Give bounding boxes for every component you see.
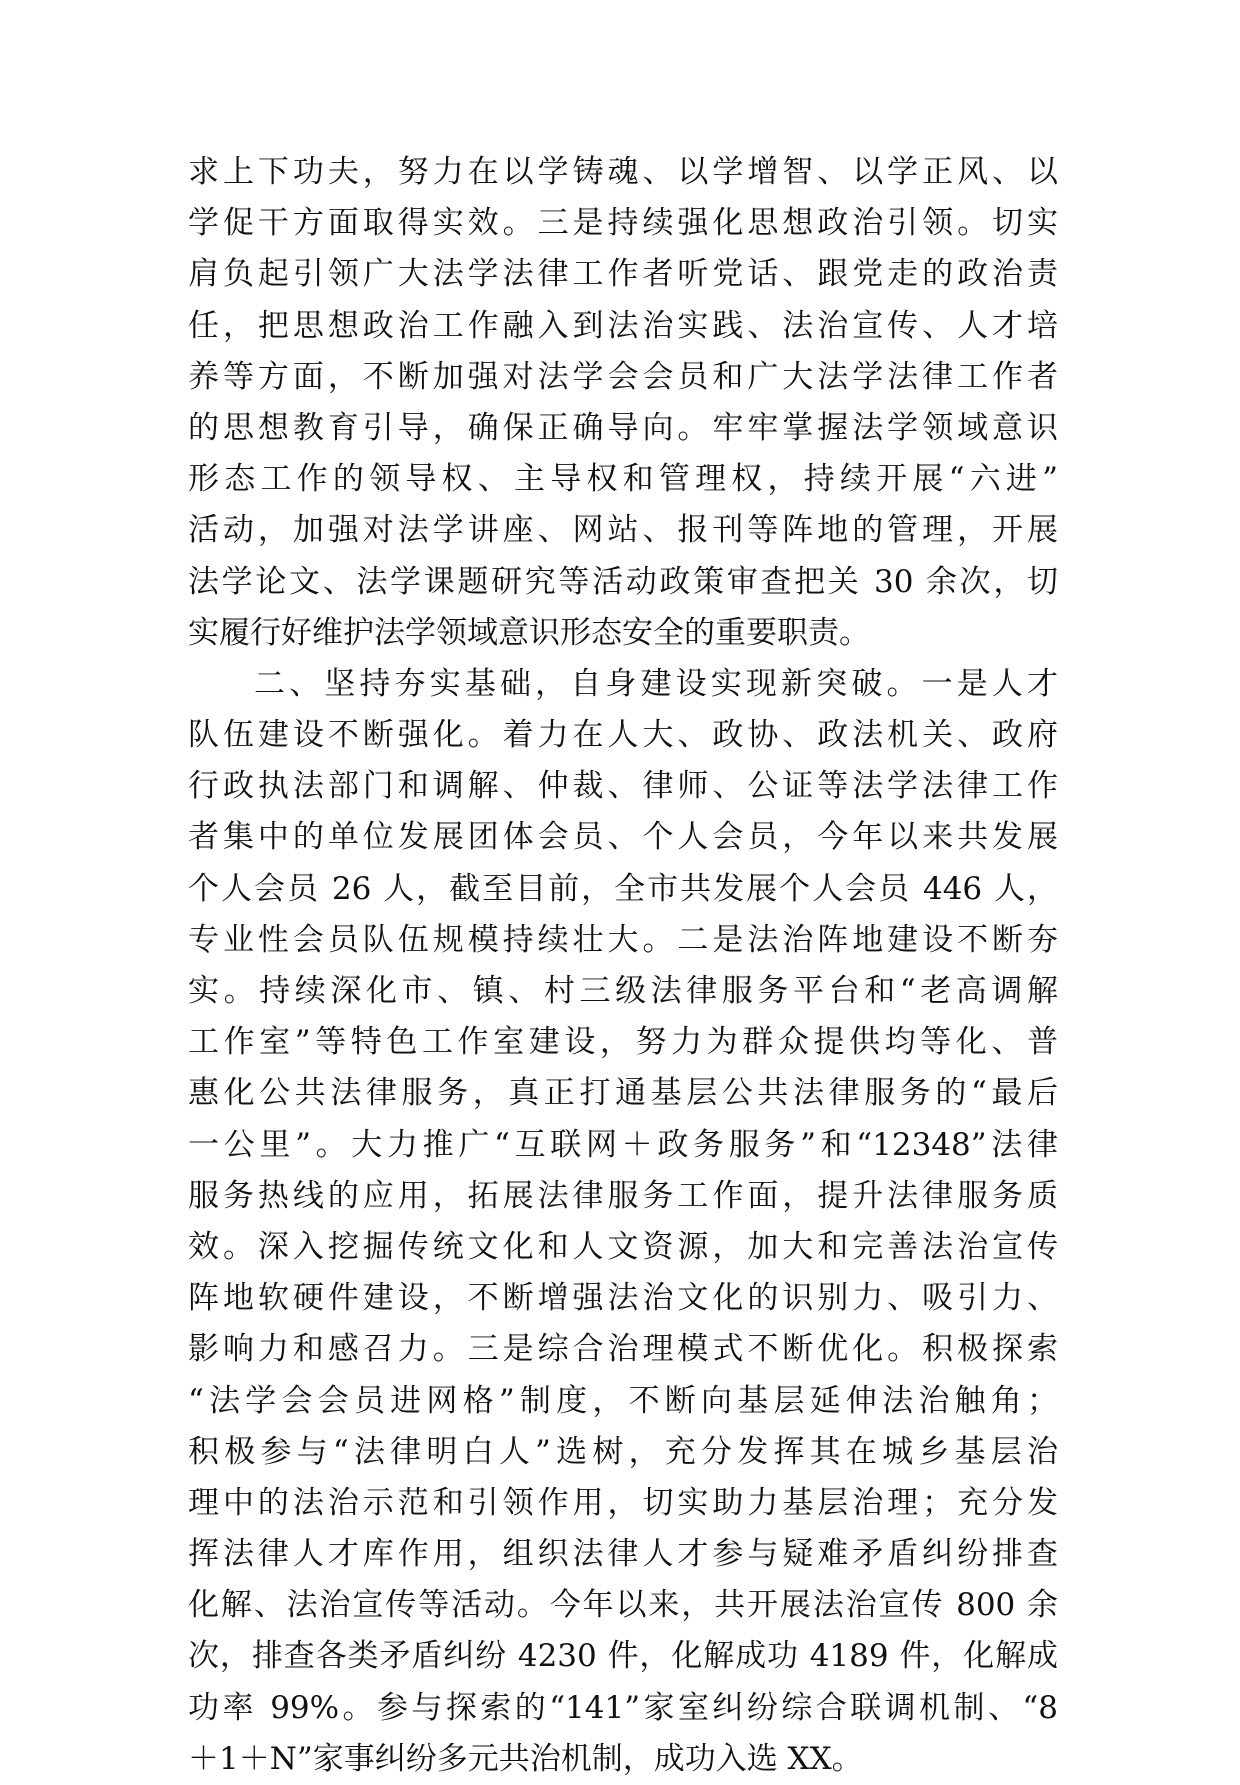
text-line: ＋1＋N”家事纠纷多元共治机制，成功入选 XX。 bbox=[188, 1740, 863, 1777]
text-line: 形态工作的领导权、主导权和管理权，持续开展“六进” bbox=[188, 461, 1058, 498]
text-line: 学促干方面取得实效。三是持续强化思想政治引领。切实 bbox=[188, 205, 1058, 242]
text-line: 服务热线的应用，拓展法律服务工作面，提升法律服务质 bbox=[188, 1177, 1058, 1214]
text-line: 队伍建设不断强化。着力在人大、政协、政法机关、政府 bbox=[188, 717, 1058, 754]
text-line: 理中的法治示范和引领作用，切实助力基层治理；充分发 bbox=[188, 1484, 1058, 1521]
text-line: 阵地软硬件建设，不断增强法治文化的识别力、吸引力、 bbox=[188, 1280, 1058, 1317]
text-line: 法学论文、法学课题研究等活动政策审查把关 30 余次，切 bbox=[188, 563, 1058, 600]
text-line: 任，把思想政治工作融入到法治实践、法治宣传、人才培 bbox=[188, 307, 1058, 344]
text-line: “法学会会员进网格”制度，不断向基层延伸法治触角； bbox=[188, 1382, 1058, 1419]
body-text bbox=[188, 147, 1058, 1785]
text-line: 影响力和感召力。三是综合治理模式不断优化。积极探索 bbox=[188, 1331, 1058, 1368]
text-line: 次，排查各类矛盾纠纷 4230 件，化解成功 4189 件，化解成 bbox=[188, 1638, 1058, 1675]
text-line: 积极参与“法律明白人”选树，充分发挥其在城乡基层治 bbox=[188, 1433, 1058, 1470]
text-line: 个人会员 26 人，截至目前，全市共发展个人会员 446 人， bbox=[188, 870, 1058, 907]
text-line: 二、坚持夯实基础，自身建设实现新突破。一是人才 bbox=[254, 665, 1058, 702]
text-line: 化解、法治宣传等活动。今年以来，共开展法治宣传 800 余 bbox=[188, 1587, 1058, 1624]
text-line: 惠化公共法律服务，真正打通基层公共法律服务的“最后 bbox=[188, 1075, 1058, 1112]
text-line: 的思想教育引导，确保正确导向。牢牢掌握法学领域意识 bbox=[188, 409, 1058, 446]
text-line: 效。深入挖掘传统文化和人文资源，加大和完善法治宣传 bbox=[188, 1228, 1058, 1265]
text-line: 肩负起引领广大法学法律工作者听党话、跟党走的政治责 bbox=[188, 256, 1058, 293]
text-line: 行政执法部门和调解、仲裁、律师、公证等法学法律工作 bbox=[188, 768, 1058, 805]
text-line: 工作室”等特色工作室建设，努力为群众提供均等化、普 bbox=[188, 1024, 1058, 1061]
text-line: 功率 99%。参与探索的“141”家室纠纷综合联调机制、“8 bbox=[188, 1689, 1058, 1726]
text-line: 实履行好维护法学领域意识形态安全的重要职责。 bbox=[188, 614, 870, 651]
text-line: 求上下功夫，努力在以学铸魂、以学增智、以学正风、以 bbox=[188, 154, 1058, 190]
text-line: 专业性会员队伍规模持续壮大。二是法治阵地建设不断夯 bbox=[188, 921, 1058, 958]
text-line: 活动，加强对法学讲座、网站、报刊等阵地的管理，开展 bbox=[188, 512, 1058, 549]
text-line: 者集中的单位发展团体会员、个人会员，今年以来共发展 bbox=[188, 819, 1058, 856]
text-line: 养等方面，不断加强对法学会会员和广大法学法律工作者 bbox=[188, 358, 1058, 395]
text-line: 一公里”。大力推广“互联网＋政务服务”和“12348”法律 bbox=[188, 1126, 1058, 1163]
text-line: 挥法律人才库作用，组织法律人才参与疑难矛盾纠纷排查 bbox=[188, 1536, 1058, 1573]
text-line: 实。持续深化市、镇、村三级法律服务平台和“老高调解 bbox=[188, 973, 1058, 1009]
